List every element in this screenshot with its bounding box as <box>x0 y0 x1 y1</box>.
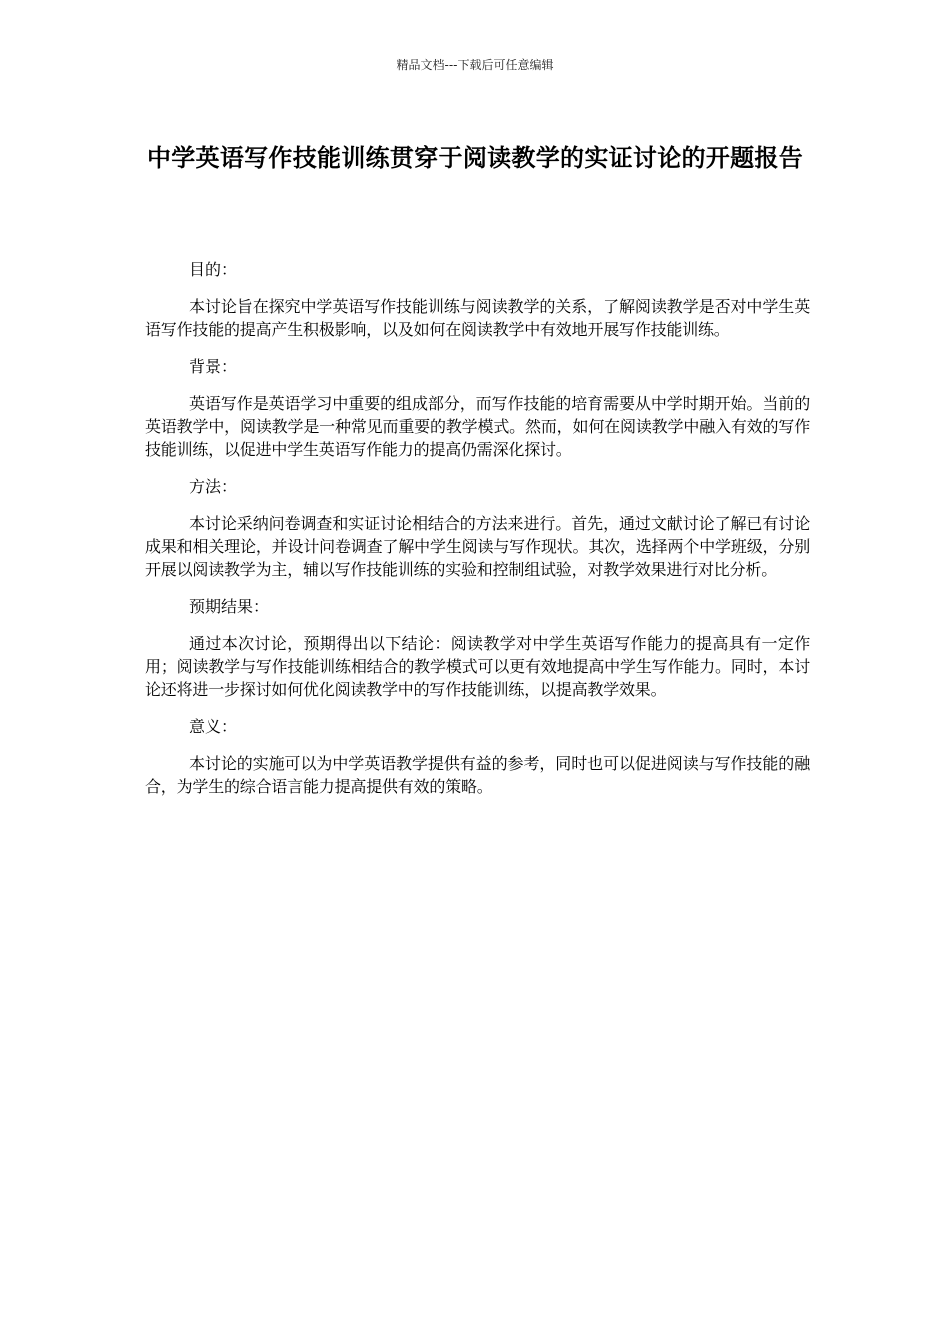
document-title: 中学英语写作技能训练贯穿于阅读教学的实证讨论的开题报告 <box>146 144 804 172</box>
page-header: 精品文档---下载后可任意编辑 <box>396 58 554 72</box>
section-text-method: 本讨论采纳问卷调查和实证讨论相结合的方法来进行。首先，通过文献讨论了解已有讨论成果和相关理论，并设计问卷调查了解中学生阅读与写作现状。其次，选择两个中学班级，分别开展以阅读教学为主，辅以写作技能训练的实验和控制组试验，对教学效果进行对比分析。 <box>145 514 810 579</box>
section-label-background: 背景： <box>189 357 238 376</box>
document-body <box>145 258 810 812</box>
section-text-expected-results: 通过本次讨论，预期得出以下结论：阅读教学对中学生英语写作能力的提高具有一定作用；阅读教学与写作技能训练相结合的教学模式可以更有效地提高中学生写作能力。同时，本讨论还将进一步探讨如何优化阅读教学中的写作技能训练，以提高教学效果。 <box>145 634 810 699</box>
section-label-expected-results: 预期结果： <box>189 597 270 616</box>
section-label-significance: 意义： <box>189 717 238 736</box>
section-label-method: 方法： <box>189 477 238 496</box>
section-text-significance: 本讨论的实施可以为中学英语教学提供有益的参考，同时也可以促进阅读与写作技能的融合，为学生的综合语言能力提高提供有效的策略。 <box>145 754 810 796</box>
section-text-background: 英语写作是英语学习中重要的组成部分，而写作技能的培育需要从中学时期开始。当前的英语教学中，阅读教学是一种常见而重要的教学模式。然而，如何在阅读教学中融入有效的写作技能训练，以促进中学生英语写作能力的提高仍需深化探讨。 <box>145 394 810 459</box>
section-text-purpose: 本讨论旨在探究中学英语写作技能训练与阅读教学的关系，了解阅读教学是否对中学生英语写作技能的提高产生积极影响，以及如何在阅读教学中有效地开展写作技能训练。 <box>145 297 810 339</box>
section-label-purpose: 目的： <box>189 260 238 279</box>
